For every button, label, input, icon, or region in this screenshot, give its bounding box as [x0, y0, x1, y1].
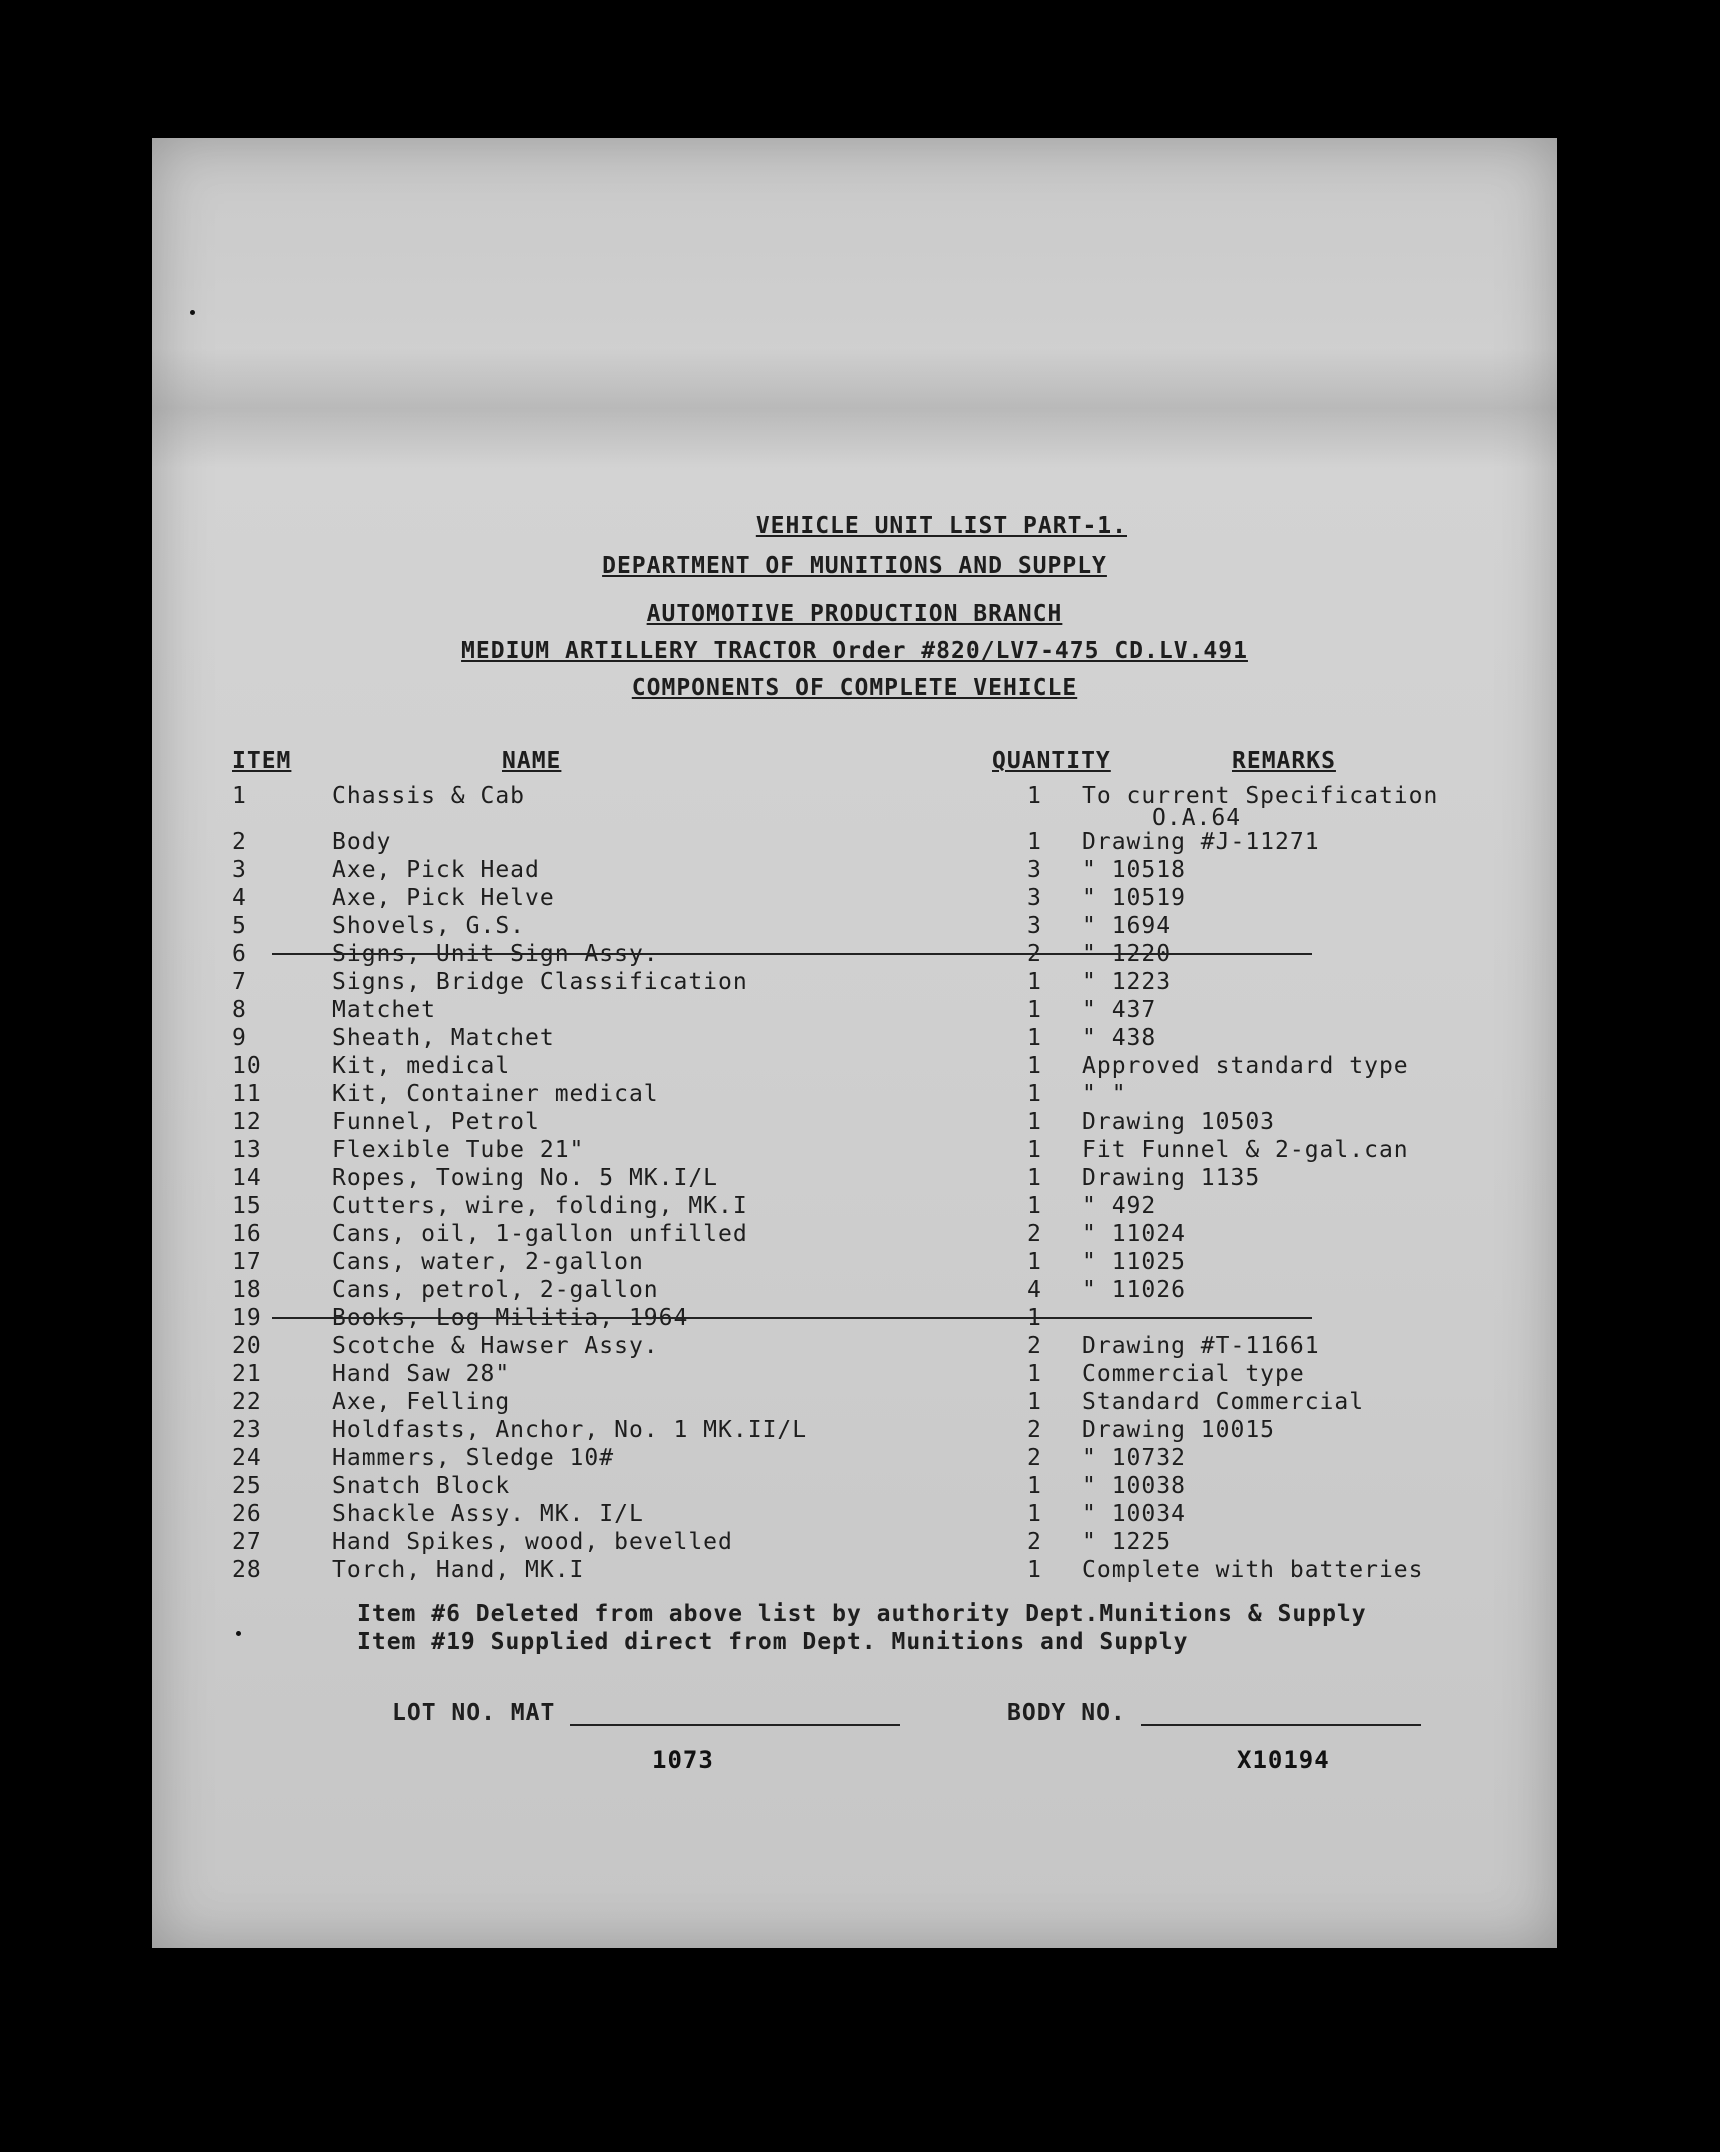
- table-row: [232, 1445, 1462, 1473]
- row-item-number: 5: [232, 913, 247, 939]
- row-remarks: Commercial type: [1082, 1361, 1305, 1387]
- row-item-number: 26: [232, 1501, 262, 1527]
- row-name: Ropes, Towing No. 5 MK.I/L: [332, 1165, 719, 1191]
- row-name: Shackle Assy. MK. I/L: [332, 1501, 644, 1527]
- row-remarks: " 1225: [1082, 1529, 1172, 1555]
- row-remarks: " 11025: [1082, 1249, 1186, 1275]
- row-remarks: Standard Commercial: [1082, 1389, 1365, 1415]
- row-remarks: To current Specification: [1082, 783, 1439, 809]
- row-name: Snatch Block: [332, 1473, 511, 1499]
- table-row: [232, 1081, 1462, 1109]
- row-name: Axe, Felling: [332, 1389, 511, 1415]
- row-item-number: 15: [232, 1193, 262, 1219]
- table-row: [232, 857, 1462, 885]
- row-item-number: 17: [232, 1249, 262, 1275]
- row-name: Hand Spikes, wood, bevelled: [332, 1529, 733, 1555]
- row-quantity: 1: [1027, 1473, 1042, 1499]
- row-remarks: Complete with batteries: [1082, 1557, 1424, 1583]
- dust-speck: [190, 310, 195, 315]
- row-quantity: 1: [1027, 1109, 1042, 1135]
- heading-order: MEDIUM ARTILLERY TRACTOR Order #820/LV7-475 CD.LV.491: [461, 638, 1248, 664]
- row-quantity: 1: [1027, 1193, 1042, 1219]
- row-name: Sheath, Matchet: [332, 1025, 555, 1051]
- table-row: [232, 1529, 1462, 1557]
- table-row: [232, 1501, 1462, 1529]
- row-remarks: " 437: [1082, 997, 1157, 1023]
- row-quantity: 1: [1027, 1501, 1042, 1527]
- row-remarks: Drawing 1135: [1082, 1165, 1261, 1191]
- row-item-number: 22: [232, 1389, 262, 1415]
- row-remarks: Drawing 10015: [1082, 1417, 1276, 1443]
- body-number-blank: [1141, 1724, 1421, 1726]
- table-row: [232, 1361, 1462, 1389]
- row-quantity: 1: [1027, 1025, 1042, 1051]
- row-remarks: Drawing 10503: [1082, 1109, 1276, 1135]
- row-quantity: 1: [1027, 969, 1042, 995]
- row-name: Hammers, Sledge 10#: [332, 1445, 615, 1471]
- row-quantity: 2: [1027, 1417, 1042, 1443]
- document-page: [152, 138, 1557, 1948]
- row-item-number: 18: [232, 1277, 262, 1303]
- row-item-number: 24: [232, 1445, 262, 1471]
- row-remarks: " 10732: [1082, 1445, 1186, 1471]
- row-name: Kit, Container medical: [332, 1081, 659, 1107]
- components-table: [232, 783, 1462, 1585]
- row-quantity: 1: [1027, 783, 1042, 809]
- row-quantity: 3: [1027, 885, 1042, 911]
- row-item-number: 19: [232, 1305, 262, 1331]
- row-item-number: 21: [232, 1361, 262, 1387]
- row-name: Cans, petrol, 2-gallon: [332, 1277, 659, 1303]
- row-name: Matchet: [332, 997, 436, 1023]
- row-item-number: 6: [232, 941, 247, 967]
- table-row: [232, 1137, 1462, 1165]
- row-quantity: 1: [1027, 1305, 1042, 1331]
- table-row: [232, 829, 1462, 857]
- row-name: Shovels, G.S.: [332, 913, 526, 939]
- table-row-deleted: [232, 941, 1462, 969]
- table-row: [232, 783, 1462, 829]
- row-name: Hand Saw 28": [332, 1361, 511, 1387]
- table-row: [232, 969, 1462, 997]
- row-item-number: 23: [232, 1417, 262, 1443]
- body-number-label: BODY NO.: [1007, 1700, 1126, 1726]
- row-name: Books, Log Militia, 1964: [332, 1305, 689, 1331]
- column-header-name: NAME: [502, 748, 562, 774]
- row-remarks: Drawing #T-11661: [1082, 1333, 1320, 1359]
- row-name: Torch, Hand, MK.I: [332, 1557, 585, 1583]
- column-header-remarks: REMARKS: [1232, 748, 1336, 774]
- row-item-number: 20: [232, 1333, 262, 1359]
- row-quantity: 1: [1027, 829, 1042, 855]
- row-name: Axe, Pick Helve: [332, 885, 555, 911]
- row-item-number: 4: [232, 885, 247, 911]
- row-remarks: " 492: [1082, 1193, 1157, 1219]
- row-item-number: 2: [232, 829, 247, 855]
- fold-shadow: [152, 348, 1557, 468]
- row-name: Axe, Pick Head: [332, 857, 540, 883]
- row-quantity: 2: [1027, 1529, 1042, 1555]
- table-row: [232, 885, 1462, 913]
- lot-number-field: [392, 1700, 900, 1726]
- row-item-number: 16: [232, 1221, 262, 1247]
- row-name: Cans, water, 2-gallon: [332, 1249, 644, 1275]
- row-remarks: " 1694: [1082, 913, 1172, 939]
- row-quantity: 2: [1027, 1221, 1042, 1247]
- table-row: [232, 913, 1462, 941]
- row-quantity: 4: [1027, 1277, 1042, 1303]
- row-remarks: " 10038: [1082, 1473, 1186, 1499]
- row-remarks-continued: O.A.64: [1152, 805, 1242, 831]
- footnote-item-19: Item #19 Supplied direct from Dept. Munitions and Supply: [357, 1629, 1189, 1655]
- table-row: [232, 1053, 1462, 1081]
- row-item-number: 8: [232, 997, 247, 1023]
- row-name: Body: [332, 829, 392, 855]
- row-item-number: 12: [232, 1109, 262, 1135]
- row-name: Cans, oil, 1-gallon unfilled: [332, 1221, 748, 1247]
- row-quantity: 1: [1027, 1137, 1042, 1163]
- lot-number-blank: [570, 1724, 900, 1726]
- row-quantity: 2: [1027, 1445, 1042, 1471]
- row-name: Scotche & Hawser Assy.: [332, 1333, 659, 1359]
- row-remarks: " 11024: [1082, 1221, 1186, 1247]
- row-remarks: " 438: [1082, 1025, 1157, 1051]
- table-row: [232, 1333, 1462, 1361]
- row-name: Kit, medical: [332, 1053, 511, 1079]
- row-item-number: 9: [232, 1025, 247, 1051]
- body-number-field: [1007, 1700, 1421, 1726]
- row-quantity: 2: [1027, 941, 1042, 967]
- lot-number-label: LOT NO. MAT: [392, 1700, 556, 1726]
- table-row: [232, 1193, 1462, 1221]
- row-item-number: 7: [232, 969, 247, 995]
- row-item-number: 13: [232, 1137, 262, 1163]
- table-row: [232, 1389, 1462, 1417]
- row-name: Signs, Unit Sign Assy.: [332, 941, 659, 967]
- row-item-number: 3: [232, 857, 247, 883]
- row-item-number: 11: [232, 1081, 262, 1107]
- row-quantity: 1: [1027, 1389, 1042, 1415]
- table-row: [232, 997, 1462, 1025]
- table-row: [232, 1025, 1462, 1053]
- row-remarks: " 11026: [1082, 1277, 1186, 1303]
- row-remarks: " 10519: [1082, 885, 1186, 911]
- row-name: Funnel, Petrol: [332, 1109, 540, 1135]
- row-remarks: Fit Funnel & 2-gal.can: [1082, 1137, 1409, 1163]
- row-quantity: 1: [1027, 1165, 1042, 1191]
- row-quantity: 2: [1027, 1333, 1042, 1359]
- table-row: [232, 1165, 1462, 1193]
- table-row-deleted: [232, 1305, 1462, 1333]
- table-row: [232, 1221, 1462, 1249]
- column-header-quantity: QUANTITY: [992, 748, 1111, 774]
- row-quantity: 3: [1027, 857, 1042, 883]
- body-number-stamp: X10194: [1237, 1746, 1330, 1774]
- heading-department: DEPARTMENT OF MUNITIONS AND SUPPLY: [602, 553, 1107, 579]
- footnote-item-6: Item #6 Deleted from above list by authority Dept.Munitions & Supply: [357, 1601, 1367, 1627]
- row-quantity: 1: [1027, 1081, 1042, 1107]
- row-remarks: " 1220: [1082, 941, 1172, 967]
- column-header-item: ITEM: [232, 748, 292, 774]
- table-row: [232, 1249, 1462, 1277]
- table-row: [232, 1277, 1462, 1305]
- row-name: Signs, Bridge Classification: [332, 969, 748, 995]
- row-remarks: " ": [1082, 1081, 1127, 1107]
- unit-list-reference: VEHICLE UNIT LIST PART-1.: [755, 513, 1127, 539]
- row-item-number: 1: [232, 783, 247, 809]
- row-quantity: 1: [1027, 1361, 1042, 1387]
- row-item-number: 10: [232, 1053, 262, 1079]
- row-remarks: " 1223: [1082, 969, 1172, 995]
- row-item-number: 14: [232, 1165, 262, 1191]
- row-remarks: Drawing #J-11271: [1082, 829, 1320, 855]
- heading-components: COMPONENTS OF COMPLETE VEHICLE: [631, 675, 1078, 701]
- table-row: [232, 1417, 1462, 1445]
- row-quantity: 1: [1027, 1053, 1042, 1079]
- row-item-number: 25: [232, 1473, 262, 1499]
- row-item-number: 28: [232, 1557, 262, 1583]
- row-remarks: " 10034: [1082, 1501, 1186, 1527]
- row-remarks: " 10518: [1082, 857, 1186, 883]
- row-name: Chassis & Cab: [332, 783, 526, 809]
- table-row: [232, 1557, 1462, 1585]
- row-quantity: 1: [1027, 997, 1042, 1023]
- heading-branch: AUTOMOTIVE PRODUCTION BRANCH: [646, 601, 1063, 627]
- row-name: Cutters, wire, folding, MK.I: [332, 1193, 748, 1219]
- table-row: [232, 1473, 1462, 1501]
- footnotes: [357, 1600, 1367, 1656]
- table-row: [232, 1109, 1462, 1137]
- row-item-number: 27: [232, 1529, 262, 1555]
- row-remarks: Approved standard type: [1082, 1053, 1409, 1079]
- row-quantity: 1: [1027, 1249, 1042, 1275]
- dust-speck: [236, 1631, 241, 1636]
- row-quantity: 1: [1027, 1557, 1042, 1583]
- lot-number-stamp: 1073: [652, 1746, 714, 1774]
- row-name: Holdfasts, Anchor, No. 1 MK.II/L: [332, 1417, 808, 1443]
- row-name: Flexible Tube 21": [332, 1137, 585, 1163]
- row-quantity: 3: [1027, 913, 1042, 939]
